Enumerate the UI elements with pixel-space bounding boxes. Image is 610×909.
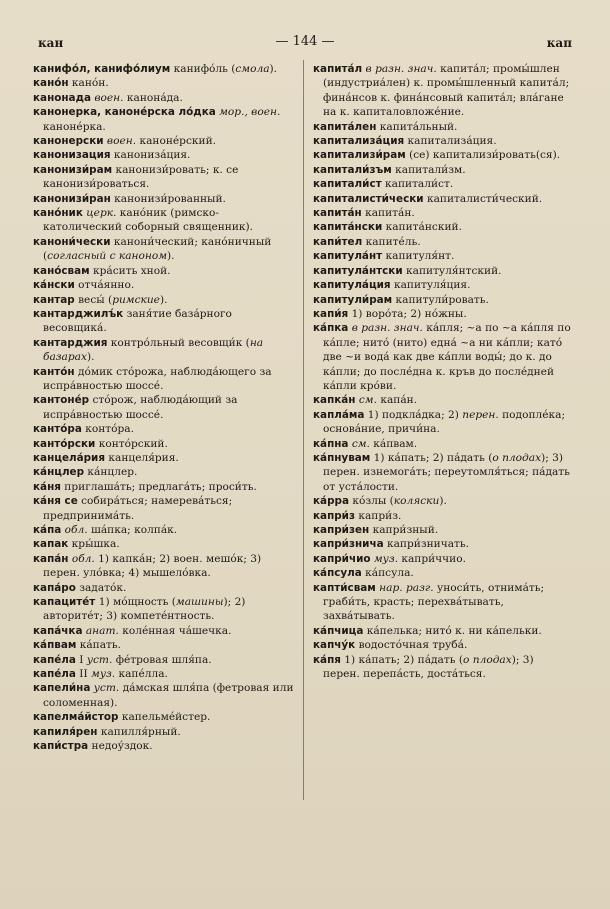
dictionary-entry — [313, 638, 571, 652]
headword: канто́н — [33, 365, 75, 378]
headword: кантоне́р — [33, 394, 90, 407]
dictionary-entry — [313, 134, 571, 148]
entry-text: кано́н. — [68, 77, 109, 90]
dictionary-entry — [313, 494, 571, 508]
dictionary-entry — [33, 552, 295, 581]
dictionary-entry — [33, 465, 295, 479]
headword: кантарджилъ́к — [33, 307, 124, 320]
entry-text: задато́к. — [75, 581, 127, 594]
entry-label: коляски — [393, 495, 440, 508]
headword: кано́свам — [33, 264, 90, 277]
entry-text: ка́пля; ~а по ~а ка́пля по ка́пле; нито́ (нито) една́ ~а ни ка́пли; като́ две ~и вода́ как две ка́пли воды́; до к. до ка́пли; до после́дна к. кръв до после́дней ка́пли кро́ви. — [323, 322, 571, 392]
entry-text: ); 3) перен. перепа́сть, доста́ться. — [323, 653, 534, 681]
dictionary-entry — [313, 653, 571, 682]
entry-label: церк. — [86, 207, 117, 220]
dictionary-entry — [313, 624, 571, 638]
entry-text: капитуля́ция. — [390, 279, 471, 292]
header-left-guideword: кан — [38, 36, 64, 50]
entry-text: контро́льный весовщи́к ( — [107, 336, 250, 349]
entry-text: капитализа́ция. — [404, 135, 497, 148]
headword: кано́н — [33, 77, 69, 90]
dictionary-entry — [313, 523, 571, 537]
dictionary-entry — [33, 62, 295, 76]
dictionary-entry — [33, 624, 295, 638]
entry-text: ка́нцлер. — [84, 466, 138, 479]
left-column — [33, 62, 295, 754]
entry-text: ка́пелька; нито́ к. ни ка́пельки. — [363, 624, 542, 637]
entry-text: ). — [167, 250, 175, 263]
dictionary-entry — [313, 220, 571, 234]
entry-text: капа́н. — [376, 394, 418, 407]
dictionary-entry — [33, 365, 295, 394]
entry-label: обл. — [71, 552, 95, 565]
headword: капри́знича — [313, 538, 384, 551]
entry-text: ); 3) перен. изнемога́ть; переутомля́ться; па́дать от уста́лости. — [323, 451, 570, 493]
entry-text: приглаша́ть; предлага́ть; проси́ть. — [60, 480, 257, 493]
headword: капелма́йстор — [33, 711, 119, 724]
headword: капи́тел — [313, 235, 363, 248]
dictionary-entry — [33, 710, 295, 724]
entry-text: заня́тие база́рного весовщика́. — [43, 307, 232, 335]
dictionary-entry — [33, 422, 295, 436]
entry-text: подопле́ка; основа́ние, причи́на. — [323, 408, 566, 436]
headword: канонерски — [33, 135, 104, 148]
dictionary-entry — [313, 408, 571, 437]
entry-text: каноне́рка. — [43, 120, 106, 133]
headword: канцела́рия — [33, 451, 106, 464]
entry-label: машины — [175, 596, 224, 609]
entry-label: см. — [351, 437, 370, 450]
entry-text: капита́л; промы́шлен (индустриа́лен) к. промы́шленный капита́л; фина́нсов к. фина́нсовый капита́л; вла́гане на к. капиталовложе́ние. — [323, 63, 570, 119]
headword: канони́чески — [33, 235, 111, 248]
headword: ка́нски — [33, 279, 75, 292]
headword: капри́зен — [313, 524, 370, 536]
dictionary-entry — [33, 437, 295, 451]
dictionary-entry — [313, 206, 571, 220]
dictionary-entry — [33, 480, 295, 494]
entry-text: отча́янно. — [74, 279, 135, 292]
headword: капак — [33, 538, 69, 551]
headword: ка́пка — [313, 322, 349, 335]
entry-text: сто́рож, наблюда́ющий за испра́вностью шоссе́. — [43, 394, 238, 421]
headword: капи́стра — [33, 740, 89, 753]
headword: кантар — [33, 293, 75, 306]
entry-text: 1) подкла́дка; 2) — [364, 408, 463, 421]
entry-text: канцеля́рия. — [105, 451, 179, 464]
headword: кано́ник — [33, 207, 83, 220]
entry-text: весы́ ( — [74, 293, 113, 306]
entry-label: нар. разг. — [379, 581, 434, 594]
dictionary-entry — [33, 163, 295, 192]
dictionary-entry — [313, 192, 571, 206]
dictionary-entry — [33, 725, 295, 739]
dictionary-entry — [313, 552, 571, 566]
entry-text: канони́ческий; кано́ничный ( — [43, 235, 272, 263]
dictionary-entry — [313, 62, 571, 120]
entry-label: в разн. знач. — [351, 322, 423, 335]
dictionary-entry — [33, 667, 295, 681]
dictionary-entry — [33, 494, 295, 523]
dictionary-entry — [313, 451, 571, 494]
entry-text: ка́пвам. — [369, 437, 418, 450]
headword: капи́я — [313, 307, 349, 320]
entry-text: ша́пка; колпа́к. — [87, 524, 178, 536]
entry-text: да́мская шля́па (фетровая или соломенная). — [43, 682, 294, 709]
entry-label: муз. — [373, 552, 398, 565]
headword: капе́ла — [33, 653, 76, 666]
entry-text: ). — [86, 351, 95, 364]
entry-label: уст. — [86, 653, 113, 666]
headword: капе́ла — [33, 668, 76, 681]
entry-text: ); 2) авторите́т; 3) компете́нтность. — [43, 596, 246, 623]
dictionary-entry — [313, 177, 571, 191]
dictionary-entry — [33, 105, 295, 134]
entry-text: капри́зный. — [369, 524, 439, 536]
headword: капа́чка — [33, 624, 83, 637]
headword: канто́ра — [33, 423, 82, 436]
headword: канифо́л, канифо́лиум — [33, 63, 171, 75]
headword: капели́на — [33, 682, 91, 695]
entry-text: капри́ччио. — [397, 552, 466, 565]
headword: капитула́нт — [313, 250, 383, 263]
entry-label: обл. — [64, 524, 88, 536]
entry-text: канона́да. — [123, 91, 183, 104]
page-number: — 144 — — [275, 34, 335, 49]
dictionary-entry — [33, 148, 295, 162]
entry-label: перен. — [462, 408, 499, 421]
dictionary-entry — [313, 537, 571, 551]
entry-text: конто́ра. — [81, 423, 134, 436]
headword: капита́лен — [313, 120, 377, 133]
dictionary-entry — [33, 264, 295, 278]
headword: капчу́к — [313, 639, 356, 652]
entry-text: кано́ник (римско-католический соборный священник). — [43, 207, 254, 234]
entry-text: капри́зничать. — [383, 538, 470, 551]
entry-text: капилля́рный. — [97, 725, 181, 738]
dictionary-entry — [313, 235, 571, 249]
headword: ка́ня се — [33, 495, 78, 508]
headword: капиля́рен — [33, 725, 98, 738]
right-column — [313, 62, 571, 681]
dictionary-entry — [313, 321, 571, 393]
headword: капитали́ст — [313, 178, 382, 191]
dictionary-entry — [33, 336, 295, 365]
entry-label: согласный с каноном — [47, 250, 168, 263]
dictionary-entry — [33, 581, 295, 595]
entry-text: 1) капка́н; 2) воен. мешо́к; 3) перен. уло́вка; 4) мышело́вка. — [43, 552, 262, 580]
headword: канто́рски — [33, 437, 96, 450]
entry-text: 1) воро́та; 2) но́жны. — [348, 307, 467, 320]
entry-text: 1) ка́пать; 2) па́дать ( — [340, 653, 463, 666]
dictionary-entry — [313, 509, 571, 523]
headword: капри́з — [313, 509, 355, 522]
headword: канонизи́ран — [33, 192, 111, 205]
dictionary-entry — [33, 293, 295, 307]
dictionary-entry — [313, 581, 571, 624]
entry-text: фе́тровая шля́па. — [112, 653, 212, 666]
dictionary-entry — [33, 739, 295, 753]
dictionary-entry — [313, 278, 571, 292]
entry-text: ). — [439, 495, 447, 508]
entry-text: капиталисти́ческий. — [423, 192, 543, 205]
headword: капла́ма — [313, 408, 365, 421]
dictionary-entry — [313, 264, 571, 278]
entry-text: капита́н. — [361, 207, 415, 220]
entry-text: ). — [269, 63, 278, 75]
entry-text: канонизи́ровать; к. се канонизи́роваться. — [43, 163, 239, 191]
headword: канонерка, каноне́рска ло́дка — [33, 106, 216, 119]
dictionary-entry — [33, 192, 295, 206]
dictionary-entry — [313, 249, 571, 263]
entry-text: капе́лла. — [115, 668, 168, 681]
entry-text: ). — [159, 293, 168, 306]
entry-text: капитуля́нт. — [382, 250, 455, 263]
headword: капита́н — [313, 207, 362, 220]
entry-text: водосто́чная труба́. — [355, 639, 468, 652]
dictionary-entry — [33, 595, 295, 624]
dictionary-entry — [313, 163, 571, 177]
entry-text: канифо́ль ( — [170, 63, 236, 75]
headword: ка́пнувам — [313, 451, 371, 464]
entry-text: собира́ться; намерева́ться; предпринима́ть. — [43, 495, 233, 522]
entry-label: о плодах — [463, 653, 512, 666]
headword: капитализа́ция — [313, 135, 405, 148]
headword: ка́pра — [313, 495, 349, 508]
dictionary-entry — [313, 566, 571, 580]
entry-text: кра́сить хной. — [89, 264, 171, 277]
dictionary-entry — [33, 91, 295, 105]
dictionary-entry — [313, 148, 571, 162]
headword: канонада — [33, 91, 91, 104]
entry-label: римские — [112, 293, 160, 306]
dictionary-entry — [33, 235, 295, 264]
headword: ка́па — [33, 524, 62, 536]
entry-text: ко́злы ( — [348, 495, 394, 508]
entry-text: капитуля́нтский. — [402, 264, 502, 277]
headword: капитализи́рам — [313, 149, 406, 162]
headword: капитули́рам — [313, 293, 393, 306]
headword: канонизи́рам — [33, 163, 113, 176]
column-divider — [303, 60, 304, 800]
headword: капа́ро — [33, 581, 76, 594]
dictionary-entry — [33, 653, 295, 667]
headword: капа́н — [33, 552, 69, 565]
headword: канонизация — [33, 149, 111, 162]
entry-text: ка́пать. — [76, 639, 122, 652]
headword: капри́чио — [313, 552, 371, 565]
headword: ка́пна — [313, 437, 349, 450]
entry-label: см. — [358, 394, 377, 407]
entry-text: 1) ка́пать; 2) па́дать ( — [370, 451, 493, 464]
entry-label: воен. — [94, 91, 124, 104]
headword: капитула́ция — [313, 279, 391, 292]
entry-text: уноси́ть, отнима́ть; граби́ть, красть; перехва́тывать, захва́тывать. — [323, 581, 545, 623]
dictionary-entry — [313, 120, 571, 134]
dictionary-entry — [33, 451, 295, 465]
headword: кантарджия — [33, 336, 108, 349]
entry-text: ка́псула. — [361, 567, 414, 580]
entry-label: мор., воен. — [219, 106, 281, 119]
dictionary-entry — [33, 681, 295, 710]
entry-text: канониза́ция. — [110, 149, 191, 162]
dictionary-entry — [33, 307, 295, 336]
dictionary-entry — [33, 638, 295, 652]
entry-text: II — [75, 668, 92, 681]
headword: капти́свам — [313, 581, 376, 594]
headword: капиталисти́чески — [313, 192, 424, 205]
headword: капаците́т — [33, 596, 96, 609]
entry-text: капельме́йстер. — [118, 711, 211, 724]
entry-text: капри́з. — [355, 509, 402, 522]
entry-text: до́мик сто́рожа, наблюда́ющего за испра́вностью шоссе́. — [43, 365, 272, 392]
entry-text: капите́ль. — [362, 235, 421, 248]
headword: ка́пвам — [33, 639, 77, 652]
dictionary-entry — [33, 393, 295, 422]
dictionary-entry — [33, 537, 295, 551]
entry-text: коле́нная ча́шечка. — [118, 624, 232, 637]
entry-label: смола — [235, 63, 270, 75]
entry-text: I — [75, 653, 87, 666]
entry-label: воен. — [106, 135, 137, 148]
dictionary-entry — [33, 278, 295, 292]
dictionary-entry — [33, 523, 295, 537]
headword: ка́псула — [313, 567, 362, 580]
entry-text: каноне́рский. — [136, 135, 216, 148]
entry-text: канонизи́рованный. — [110, 192, 226, 205]
entry-text: капитули́ровать. — [392, 293, 489, 306]
entry-text: кры́шка. — [68, 538, 120, 551]
headword: ка́ня — [33, 480, 61, 493]
entry-text: капитали́ст. — [381, 178, 454, 191]
headword: ка́пчица — [313, 624, 364, 637]
entry-text: 1) мо́щность ( — [95, 596, 176, 609]
headword: капитали́зъм — [313, 163, 392, 176]
entry-text: капитали́зм. — [391, 163, 466, 176]
headword: капита́нски — [313, 221, 383, 234]
entry-text: капита́нский. — [382, 221, 462, 234]
dictionary-entry — [33, 134, 295, 148]
headword: ка́пя — [313, 653, 341, 666]
dictionary-entry — [313, 393, 571, 407]
entry-label: муз. — [91, 668, 116, 681]
dictionary-entry — [313, 307, 571, 321]
entry-label: анат. — [85, 624, 119, 637]
entry-label: на базарах — [43, 336, 264, 364]
dictionary-entry — [33, 206, 295, 235]
headword: капка́н — [313, 394, 356, 407]
headword: ка́нцлер — [33, 466, 85, 479]
headword: капитула́нтски — [313, 264, 403, 277]
dictionary-entry — [313, 437, 571, 451]
entry-text: недоу́здок. — [88, 740, 153, 753]
dictionary-entry — [33, 76, 295, 90]
entry-text: (се) капитализи́ровать(ся). — [405, 149, 561, 162]
entry-label: уст. — [93, 682, 120, 695]
header-right-guideword: кап — [546, 36, 572, 50]
entry-text: капита́льный. — [376, 120, 458, 133]
entry-label: о плодах — [492, 451, 542, 464]
dictionary-entry — [313, 293, 571, 307]
headword: капита́л — [313, 63, 363, 75]
entry-label: в разн. знач. — [365, 63, 437, 75]
entry-text: конто́рский. — [95, 437, 168, 450]
